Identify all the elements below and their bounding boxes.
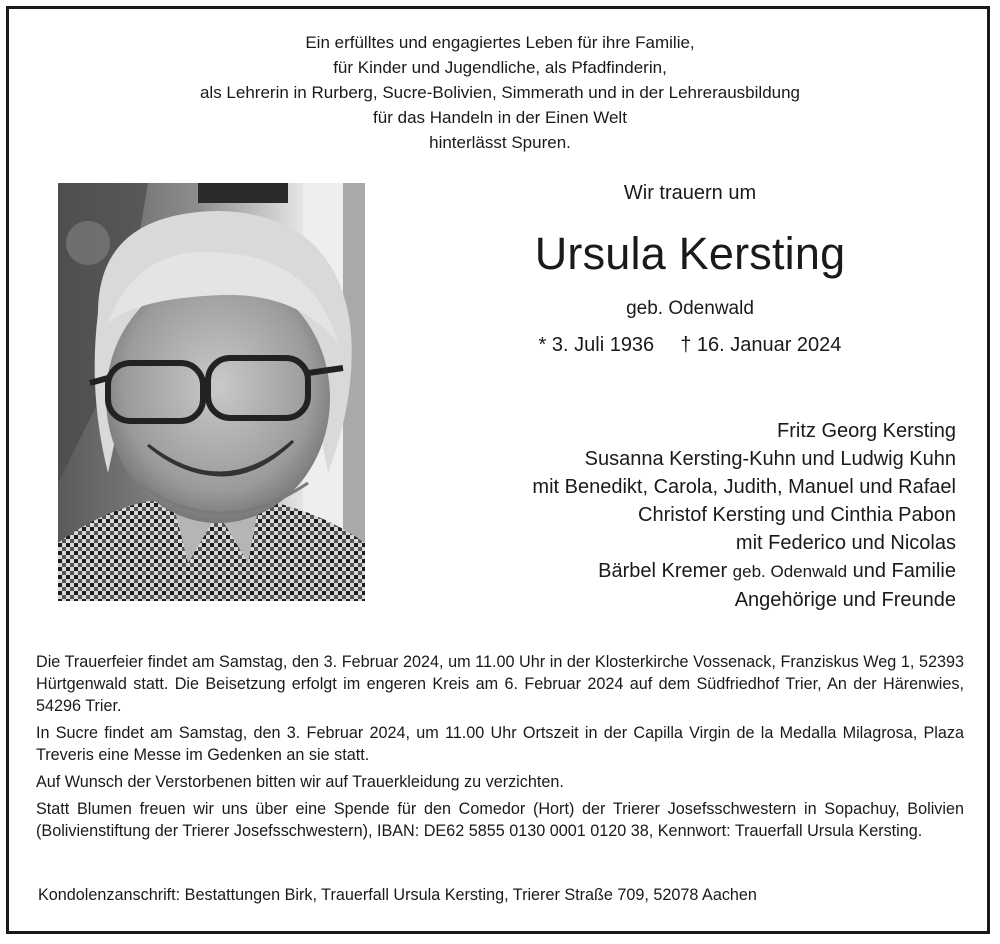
- mourners-list: [532, 417, 956, 614]
- mourner-line: Susanna Kersting-Kuhn und Ludwig Kuhn: [584, 448, 956, 470]
- mourner-line: [532, 557, 956, 586]
- mourning-phrase: Wir trauern um: [623, 182, 757, 204]
- life-dates: [460, 334, 920, 357]
- funeral-notices: [36, 651, 964, 847]
- mourner-kremer-name: Bärbel Kremer: [598, 560, 728, 582]
- portrait-photo: [58, 183, 365, 601]
- intro-line: Ein erfülltes und engagiertes Leben für ihre Familie,: [305, 33, 695, 52]
- intro-text: [0, 30, 1000, 155]
- deceased-name: Ursula Kersting: [534, 228, 846, 279]
- intro-line: für Kinder und Jugendliche, als Pfadfinderin,: [333, 58, 667, 77]
- mourner-line: Christof Kersting und Cinthia Pabon: [638, 504, 956, 526]
- intro-line: hinterlässt Spuren.: [429, 133, 571, 152]
- intro-line: für das Handeln in der Einen Welt: [373, 108, 627, 127]
- notice-paragraph: Auf Wunsch der Verstorbenen bitten wir auf Trauerkleidung zu verzichten.: [36, 773, 564, 791]
- mourner-line: mit Benedikt, Carola, Judith, Manuel und Rafael: [532, 476, 956, 498]
- notice-paragraph: Die Trauerfeier findet am Samstag, den 3. Februar 2024, um 11.00 Uhr in der Klosterkirche Vossenack, Franziskus Weg 1, 52393 Hürtgenwald statt. Die Beisetzung erfolgt im engeren Kreis am 6. Februar 2024 auf dem Südfriedhof Trier, An der Härenwies, 54296 Trier.: [36, 653, 964, 715]
- mourner-line: Fritz Georg Kersting: [777, 420, 956, 442]
- birth-name: geb. Odenwald: [626, 298, 754, 319]
- condolence-address: Kondolenzanschrift: Bestattungen Birk, Trauerfall Ursula Kersting, Trierer Straße 709, 52078 Aachen: [38, 886, 757, 904]
- death-date: † 16. Januar 2024: [680, 334, 842, 356]
- mourner-kremer-birth-name: geb. Odenwald: [732, 562, 848, 581]
- mourner-line: mit Federico und Nicolas: [735, 532, 956, 554]
- notice-paragraph: In Sucre findet am Samstag, den 3. Februar 2024, um 11.00 Uhr Ortszeit in der Capilla Virgin de la Medalla Milagrosa, Plaza Treveris eine Messe im Gedenken an sie statt.: [36, 724, 964, 764]
- mourner-line: Angehörige und Freunde: [734, 589, 956, 611]
- birth-date: * 3. Juli 1936: [538, 334, 655, 356]
- intro-line: als Lehrerin in Rurberg, Sucre-Bolivien, Simmerath und in der Lehrerausbildung: [199, 83, 801, 102]
- mourner-kremer-suffix: und Familie: [852, 560, 956, 582]
- notice-paragraph: Statt Blumen freuen wir uns über eine Spende für den Comedor (Hort) der Trierer Josefsschwestern in Sopachuy, Bolivien (Bolivienstiftung der Trierer Josefsschwestern), IBAN: DE62 5855 0130 0001 0120 38, Kennwort: Trauerfall Ursula Kersting.: [36, 800, 964, 840]
